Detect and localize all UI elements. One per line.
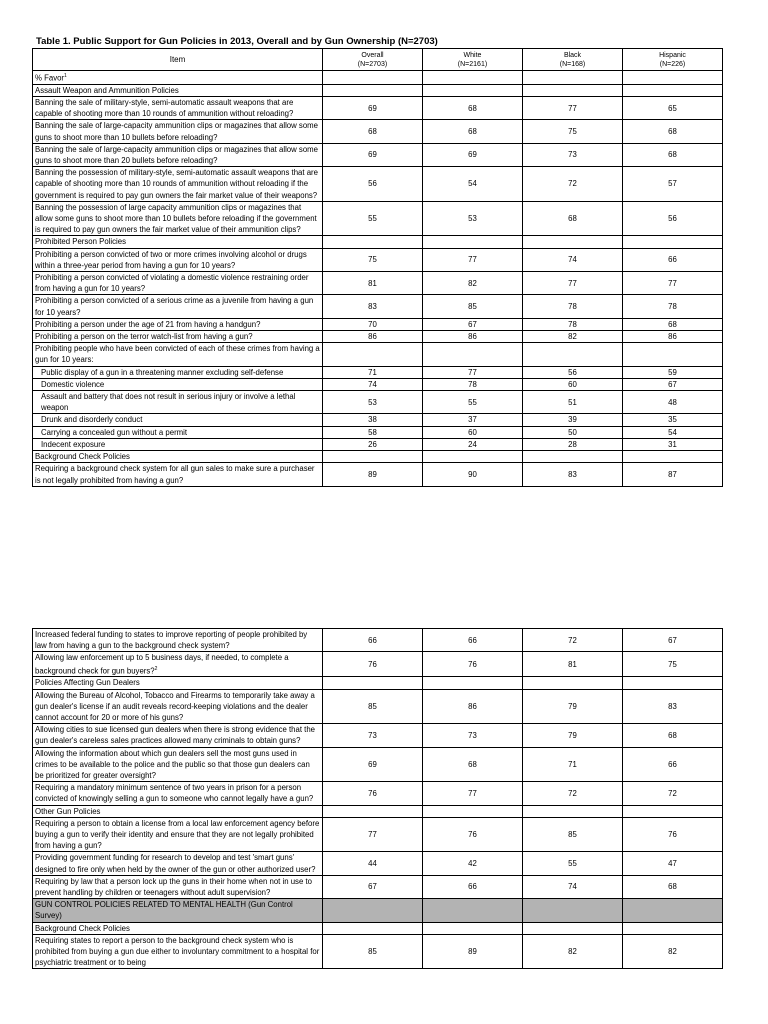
table-row	[33, 167, 723, 202]
value-overall: 75	[323, 248, 423, 271]
table-row	[33, 438, 723, 450]
row-label: Requiring a background check system for all gun sales to make sure a purchaser is not legally prohibited from having a gun?	[33, 463, 323, 486]
value-hispanic	[623, 922, 723, 934]
value-overall: 69	[323, 97, 423, 120]
value-white	[423, 899, 523, 922]
value-overall: 83	[323, 295, 423, 318]
row-label: Banning the sale of military-style, semi-automatic assault weapons that are capable of shooting more than 10 rounds of ammunition without reloading?	[33, 97, 323, 120]
value-hispanic	[623, 899, 723, 922]
value-overall: 85	[323, 689, 423, 724]
value-white: 77	[423, 248, 523, 271]
value-hispanic: 65	[623, 97, 723, 120]
value-hispanic: 57	[623, 167, 723, 202]
row-label: Carrying a concealed gun without a permit	[33, 426, 323, 438]
value-hispanic: 35	[623, 414, 723, 426]
value-white: 90	[423, 463, 523, 486]
footnote-marker: 2	[154, 665, 158, 672]
value-white	[423, 922, 523, 934]
table-row	[33, 201, 723, 236]
value-white: 77	[423, 782, 523, 805]
value-black: 83	[523, 463, 623, 486]
value-hispanic: 67	[623, 378, 723, 390]
value-overall: 26	[323, 438, 423, 450]
value-overall: 76	[323, 782, 423, 805]
value-white	[423, 71, 523, 85]
value-black: 74	[523, 248, 623, 271]
table-row	[33, 378, 723, 390]
row-label: Prohibiting a person convicted of a serious crime as a juvenile from having a gun for 10 years?	[33, 295, 323, 318]
row-label: Requiring a mandatory minimum sentence of two years in prison for a person convicted of knowingly selling a gun to someone who cannot legally have a gun?	[33, 782, 323, 805]
value-hispanic: 66	[623, 747, 723, 782]
table-row	[33, 343, 723, 366]
value-overall: 38	[323, 414, 423, 426]
value-overall: 77	[323, 817, 423, 852]
value-overall: 73	[323, 724, 423, 747]
value-black: 82	[523, 934, 623, 969]
value-overall: 70	[323, 318, 423, 330]
value-hispanic: 68	[623, 318, 723, 330]
value-hispanic: 75	[623, 652, 723, 677]
value-white	[423, 236, 523, 248]
value-black	[523, 677, 623, 689]
value-white: 89	[423, 934, 523, 969]
value-white: 76	[423, 817, 523, 852]
table-row	[33, 463, 723, 486]
value-hispanic: 54	[623, 426, 723, 438]
table-row	[33, 817, 723, 852]
column-header-white: White (N=2161)	[423, 49, 523, 71]
value-overall: 76	[323, 652, 423, 677]
value-white: 86	[423, 331, 523, 343]
value-white: 53	[423, 201, 523, 236]
row-label: Public display of a gun in a threatening manner excluding self-defense	[33, 366, 323, 378]
value-hispanic: 72	[623, 782, 723, 805]
table-row	[33, 782, 723, 805]
row-label: Indecent exposure	[33, 438, 323, 450]
value-overall: 66	[323, 629, 423, 652]
value-black: 74	[523, 875, 623, 898]
value-white: 85	[423, 295, 523, 318]
row-label: Domestic violence	[33, 378, 323, 390]
value-hispanic: 48	[623, 391, 723, 414]
value-white: 73	[423, 724, 523, 747]
gun-policy-table-part1	[32, 48, 723, 487]
value-hispanic	[623, 677, 723, 689]
column-header-item: Item	[33, 49, 323, 71]
column-header-black: Black (N=168)	[523, 49, 623, 71]
value-white: 66	[423, 629, 523, 652]
table-row	[33, 318, 723, 330]
table-row	[33, 391, 723, 414]
value-hispanic: 68	[623, 724, 723, 747]
value-hispanic: 68	[623, 143, 723, 166]
table-row	[33, 629, 723, 652]
value-white: 76	[423, 652, 523, 677]
value-black: 56	[523, 366, 623, 378]
gun-policy-table-part2	[32, 628, 723, 969]
table-row	[33, 331, 723, 343]
section-row	[33, 922, 723, 934]
table-row	[33, 120, 723, 143]
value-overall: 55	[323, 201, 423, 236]
value-black: 50	[523, 426, 623, 438]
section-row	[33, 899, 723, 922]
row-label: Policies Affecting Gun Dealers	[33, 677, 323, 689]
value-white: 82	[423, 272, 523, 295]
value-black	[523, 805, 623, 817]
row-label: Requiring a person to obtain a license from a local law enforcement agency before buying a gun to verify their identity and ensure that they are not legally prohibited from having a gun?	[33, 817, 323, 852]
row-label: Banning the sale of large-capacity ammunition clips or magazines that allow some guns to shoot more than 10 bullets before reloading?	[33, 120, 323, 143]
value-overall	[323, 236, 423, 248]
value-white	[423, 343, 523, 366]
table-row	[33, 248, 723, 271]
value-white	[423, 84, 523, 96]
value-hispanic: 56	[623, 201, 723, 236]
row-label: Allowing cities to sue licensed gun dealers when there is strong evidence that the gun dealer's careless sales practices allowed many criminals to obtain guns?	[33, 724, 323, 747]
value-white: 77	[423, 366, 523, 378]
table-row	[33, 724, 723, 747]
value-black: 79	[523, 724, 623, 747]
value-white	[423, 451, 523, 463]
value-overall: 69	[323, 747, 423, 782]
value-hispanic	[623, 451, 723, 463]
value-hispanic: 87	[623, 463, 723, 486]
column-header-overall: Overall (N=2703)	[323, 49, 423, 71]
section-row	[33, 805, 723, 817]
value-white: 66	[423, 875, 523, 898]
value-overall: 44	[323, 852, 423, 875]
row-label: Other Gun Policies	[33, 805, 323, 817]
value-hispanic: 66	[623, 248, 723, 271]
value-black	[523, 236, 623, 248]
row-label: % Favor$^1$	[33, 71, 323, 85]
row-label: Prohibiting a person convicted of two or more crimes involving alcohol or drugs within a three-year period from having a gun for 10 years?	[33, 248, 323, 271]
value-white	[423, 805, 523, 817]
value-hispanic	[623, 71, 723, 85]
value-black: 85	[523, 817, 623, 852]
value-overall: 89	[323, 463, 423, 486]
table-caption: Table 1. Public Support for Gun Policies in 2013, Overall and by Gun Ownership (N=2703)	[36, 36, 438, 47]
row-label: Banning the possession of large capacity ammunition clips or magazines that allow some guns to shoot more than 10 bullets before reloading if the government is required to pay gun owners the fair market value of their ammunition clips?	[33, 201, 323, 236]
section-row	[33, 71, 723, 85]
table-row	[33, 652, 723, 677]
value-black: 82	[523, 331, 623, 343]
row-label: Banning the sale of large-capacity ammunition clips or magazines that allow some guns to shoot more than 20 bullets before reloading?	[33, 143, 323, 166]
value-overall: 58	[323, 426, 423, 438]
value-white: 68	[423, 97, 523, 120]
value-hispanic: 86	[623, 331, 723, 343]
value-white: 37	[423, 414, 523, 426]
table-row	[33, 272, 723, 295]
row-label: Allowing law enforcement up to 5 business days, if needed, to complete a background check for gun buyers?$^2$	[33, 652, 323, 677]
value-hispanic: 82	[623, 934, 723, 969]
value-overall	[323, 71, 423, 85]
row-label: Assault and battery that does not result in serious injury or involve a lethal weapon	[33, 391, 323, 414]
value-black	[523, 451, 623, 463]
value-hispanic: 47	[623, 852, 723, 875]
row-label: Prohibited Person Policies	[33, 236, 323, 248]
value-overall: 68	[323, 120, 423, 143]
value-black: 81	[523, 652, 623, 677]
value-hispanic: 67	[623, 629, 723, 652]
value-hispanic	[623, 84, 723, 96]
value-overall: 56	[323, 167, 423, 202]
row-label: Prohibiting a person on the terror watch-list from having a gun?	[33, 331, 323, 343]
table-row	[33, 689, 723, 724]
value-white: 86	[423, 689, 523, 724]
value-overall	[323, 805, 423, 817]
row-label: Prohibiting people who have been convicted of each of these crimes from having a gun for 10 years:	[33, 343, 323, 366]
value-white: 55	[423, 391, 523, 414]
row-label: Background Check Policies	[33, 451, 323, 463]
value-black	[523, 71, 623, 85]
row-label: Allowing the information about which gun dealers sell the most guns used in crimes to be available to the police and the public so that those gun dealers can be prioritized for greater oversight?	[33, 747, 323, 782]
value-black: 68	[523, 201, 623, 236]
table-row	[33, 852, 723, 875]
row-label: Allowing the Bureau of Alcohol, Tobacco and Firearms to temporarily take away a gun dealer's license if an audit reveals record-keeping violations and the dealer cannot account for 20 or more of his guns?	[33, 689, 323, 724]
value-overall	[323, 899, 423, 922]
row-label: Requiring states to report a person to the background check system who is prohibited from buying a gun due either to involuntary commitment to a hospital for psychiatric treatment or to being	[33, 934, 323, 969]
value-overall: 85	[323, 934, 423, 969]
row-label: Background Check Policies	[33, 922, 323, 934]
value-hispanic	[623, 343, 723, 366]
value-overall: 69	[323, 143, 423, 166]
row-label: Drunk and disorderly conduct	[33, 414, 323, 426]
value-overall: 81	[323, 272, 423, 295]
row-label: Providing government funding for research to develop and test 'smart guns' designed to fire only when held by the owner of the gun or other authorized user?	[33, 852, 323, 875]
value-white: 69	[423, 143, 523, 166]
value-white: 54	[423, 167, 523, 202]
row-label: Increased federal funding to states to improve reporting of people prohibited by law from having a gun to the background check system?	[33, 629, 323, 652]
value-black: 77	[523, 272, 623, 295]
value-overall: 67	[323, 875, 423, 898]
value-black: 75	[523, 120, 623, 143]
value-white: 68	[423, 747, 523, 782]
value-overall: 74	[323, 378, 423, 390]
section-row	[33, 236, 723, 248]
value-black	[523, 343, 623, 366]
table-row	[33, 875, 723, 898]
value-white: 42	[423, 852, 523, 875]
value-hispanic: 76	[623, 817, 723, 852]
column-header-hispanic: Hispanic (N=226)	[623, 49, 723, 71]
value-overall: 86	[323, 331, 423, 343]
value-hispanic: 68	[623, 120, 723, 143]
value-overall	[323, 922, 423, 934]
table-row	[33, 414, 723, 426]
value-black: 28	[523, 438, 623, 450]
value-hispanic	[623, 236, 723, 248]
table-row	[33, 366, 723, 378]
value-black: 77	[523, 97, 623, 120]
value-white	[423, 677, 523, 689]
section-row	[33, 451, 723, 463]
table-row	[33, 97, 723, 120]
table-row	[33, 143, 723, 166]
value-black	[523, 899, 623, 922]
value-black: 71	[523, 747, 623, 782]
value-black: 39	[523, 414, 623, 426]
value-black	[523, 922, 623, 934]
value-black: 51	[523, 391, 623, 414]
value-black: 72	[523, 782, 623, 805]
value-black: 72	[523, 629, 623, 652]
value-white: 24	[423, 438, 523, 450]
section-row	[33, 84, 723, 96]
value-black: 78	[523, 318, 623, 330]
value-hispanic: 68	[623, 875, 723, 898]
row-label: Banning the possession of military-style, semi-automatic assault weapons that are capable of shooting more than 10 rounds of ammunition without reloading if the government is required to pay gun owners the fair market value of their weapons?	[33, 167, 323, 202]
value-hispanic: 31	[623, 438, 723, 450]
value-white: 78	[423, 378, 523, 390]
value-overall: 53	[323, 391, 423, 414]
section-row	[33, 677, 723, 689]
value-black: 79	[523, 689, 623, 724]
value-black: 72	[523, 167, 623, 202]
value-white: 68	[423, 120, 523, 143]
value-overall	[323, 84, 423, 96]
value-black: 60	[523, 378, 623, 390]
row-label: GUN CONTROL POLICIES RELATED TO MENTAL HEALTH (Gun Control Survey)	[33, 899, 323, 922]
value-overall	[323, 343, 423, 366]
table-row	[33, 426, 723, 438]
value-black: 78	[523, 295, 623, 318]
row-label: Prohibiting a person under the age of 21 from having a handgun?	[33, 318, 323, 330]
value-hispanic	[623, 805, 723, 817]
value-hispanic: 59	[623, 366, 723, 378]
value-hispanic: 77	[623, 272, 723, 295]
value-overall	[323, 451, 423, 463]
value-overall: 71	[323, 366, 423, 378]
footnote-marker: 1	[64, 73, 67, 79]
value-overall	[323, 677, 423, 689]
value-white: 60	[423, 426, 523, 438]
row-label: Prohibiting a person convicted of violating a domestic violence restraining order from having a gun for 10 years?	[33, 272, 323, 295]
value-black: 73	[523, 143, 623, 166]
row-label: Assault Weapon and Ammunition Policies	[33, 84, 323, 96]
row-label: Requiring by law that a person lock up the guns in their home when not in use to prevent handling by children or teenagers without adult supervision?	[33, 875, 323, 898]
value-white: 67	[423, 318, 523, 330]
table-row	[33, 295, 723, 318]
table-row	[33, 747, 723, 782]
value-hispanic: 83	[623, 689, 723, 724]
value-black	[523, 84, 623, 96]
value-black: 55	[523, 852, 623, 875]
table-row	[33, 934, 723, 969]
value-hispanic: 78	[623, 295, 723, 318]
